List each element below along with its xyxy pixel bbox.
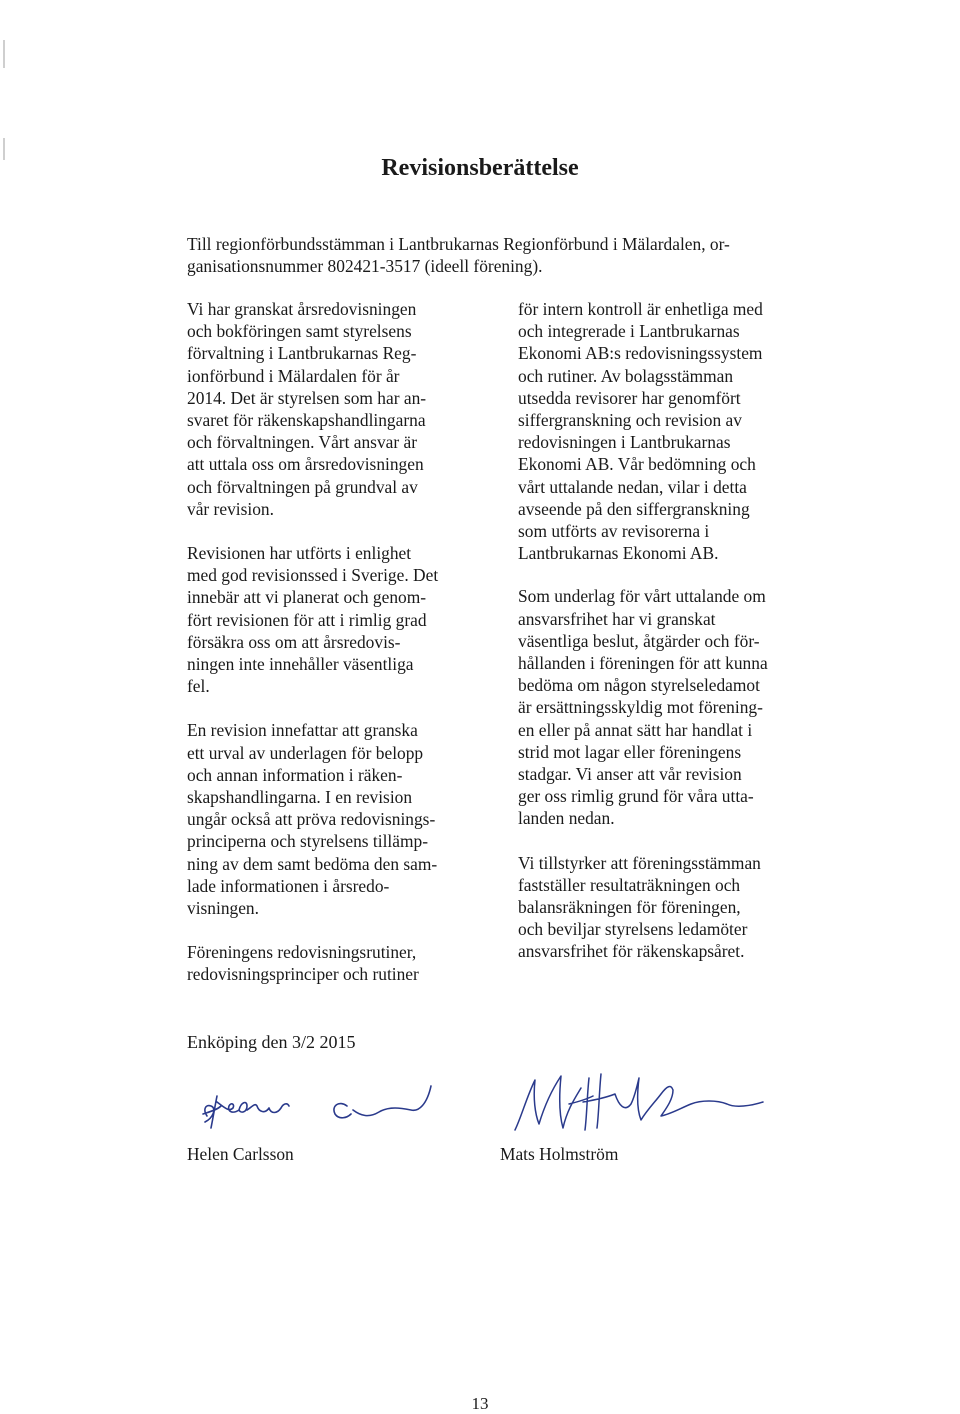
body-paragraph — [187, 298, 477, 520]
left-column — [187, 298, 477, 986]
text-line: ganisationsnummer 802421-3517 (ideell förening). — [187, 256, 543, 276]
text-line: för intern kontroll är enhetliga med — [518, 299, 763, 319]
body-paragraph — [518, 585, 808, 829]
body-paragraph — [187, 542, 477, 697]
text-line: ningen inte innehåller väsentliga — [187, 654, 414, 675]
text-line: att uttala oss om årsredovisningen — [187, 454, 424, 475]
text-line: 2014. Det är styrelsen som har an- — [187, 387, 427, 408]
text-line: Vi har granskat årsredovisningen — [187, 299, 417, 319]
scan-edge-mark — [3, 40, 5, 68]
addressee-paragraph — [187, 233, 797, 277]
text-line: Lantbrukarnas Ekonomi AB. — [518, 543, 719, 564]
text-line: principerna och styrelsens tillämp- — [187, 831, 428, 852]
text-line: ionförbund i Mälardalen för år — [187, 365, 400, 386]
text-line: vår revision. — [187, 498, 274, 519]
text-line: vårt uttalande nedan, vilar i detta — [518, 476, 747, 497]
text-line: strid mot lagar eller föreningens — [518, 741, 742, 762]
text-line: innebär att vi planerat och genom- — [187, 587, 427, 608]
paragraph — [187, 233, 797, 277]
text-line: utsedda revisorer har genomfört — [518, 387, 741, 408]
text-line: siffergranskning och revision av — [518, 410, 742, 431]
document-title: Revisionsberättelse — [381, 155, 579, 181]
text-line: Ekonomi AB:s redovisningssystem — [518, 343, 763, 364]
text-line: och beviljar styrelsens ledamöter — [518, 919, 748, 940]
text-line: Föreningens redovisningsrutiner, — [187, 942, 417, 963]
text-line: En revision innefattar att granska — [187, 720, 418, 741]
text-line: väsentliga beslut, åtgärder och för- — [518, 630, 760, 651]
text-line: Som underlag för vårt uttalande om — [518, 586, 766, 607]
text-line: och förvaltningen. Vårt ansvar är — [187, 432, 418, 453]
text-line: landen nedan. — [518, 808, 615, 829]
text-line: ansvarsfrihet för räkenskapsåret. — [518, 941, 745, 962]
text-line: försäkra oss om att årsredovis- — [187, 631, 401, 652]
text-line: Vi tillstyrker att föreningsstämman — [518, 852, 761, 873]
signature-helen-carlsson — [175, 1062, 465, 1142]
body-paragraph — [187, 719, 477, 919]
text-line: Revisionen har utförts i enlighet — [187, 543, 412, 564]
body-paragraph — [187, 941, 477, 985]
text-line: visningen. — [187, 898, 259, 919]
body-paragraph — [518, 298, 808, 564]
text-line: ansvarsfrihet har vi granskat — [518, 608, 716, 629]
text-line: balansräkningen för föreningen, — [518, 897, 741, 918]
text-line: hållanden i föreningen för att kunna — [518, 653, 768, 674]
text-line: förvaltning i Lantbrukarnas Reg- — [187, 343, 417, 364]
text-line: och rutiner. Av bolagsstämman — [518, 365, 734, 386]
text-line: en eller på annat sätt har handlat i — [518, 719, 753, 740]
text-line: och integrerade i Lantbrukarnas — [518, 321, 740, 342]
text-line: stadgar. Vi anser att vår revision — [518, 764, 742, 785]
text-line: Ekonomi AB. Vår bedömning och — [518, 454, 756, 475]
text-line: ett urval av underlagen för belopp — [187, 742, 424, 763]
body-paragraph — [518, 852, 808, 963]
text-line: svaret för räkenskapshandlingarna — [187, 410, 426, 431]
text-line: ungår också att pröva redovisnings- — [187, 809, 436, 830]
text-line: med god revisionssed i Sverige. Det — [187, 565, 439, 586]
right-column — [518, 298, 808, 963]
text-line: avseende på den siffergranskning — [518, 498, 750, 519]
text-line: som utförts av revisorerna i — [518, 521, 710, 542]
text-line: fastställer resultaträkningen och — [518, 874, 741, 895]
place-date: Enköping den 3/2 2015 — [187, 1032, 356, 1052]
signer-name-right: Mats Holmström — [500, 1144, 619, 1164]
signer-name-left: Helen Carlsson — [187, 1144, 294, 1164]
text-line: och annan information i räken- — [187, 764, 403, 785]
text-line: fel. — [187, 676, 210, 697]
text-line: är ersättningsskyldig mot förening- — [518, 697, 763, 718]
text-line: och bokföringen samt styrelsens — [187, 321, 412, 342]
text-line: skapshandlingarna. I en revision — [187, 787, 413, 808]
text-line: bedöma om någon styrelseledamot — [518, 675, 760, 696]
text-line: redovisningen i Lantbrukarnas — [518, 432, 731, 453]
text-line: ger oss rimlig grund för våra utta- — [518, 786, 754, 807]
text-line: ning av dem samt bedöma den sam- — [187, 853, 438, 874]
text-line: redovisningsprinciper och rutiner — [187, 964, 419, 985]
text-line: Till regionförbundsstämman i Lantbrukarnas Regionförbund i Mälardalen, or- — [187, 234, 730, 254]
text-line: fört revisionen för att i rimlig grad — [187, 609, 427, 630]
page-number: 13 — [471, 1394, 489, 1413]
scan-edge-mark — [3, 138, 5, 160]
text-line: lade informationen i årsredo- — [187, 875, 390, 896]
signature-mats-holmstrom — [505, 1058, 805, 1153]
text-line: och förvaltningen på grundval av — [187, 476, 418, 497]
